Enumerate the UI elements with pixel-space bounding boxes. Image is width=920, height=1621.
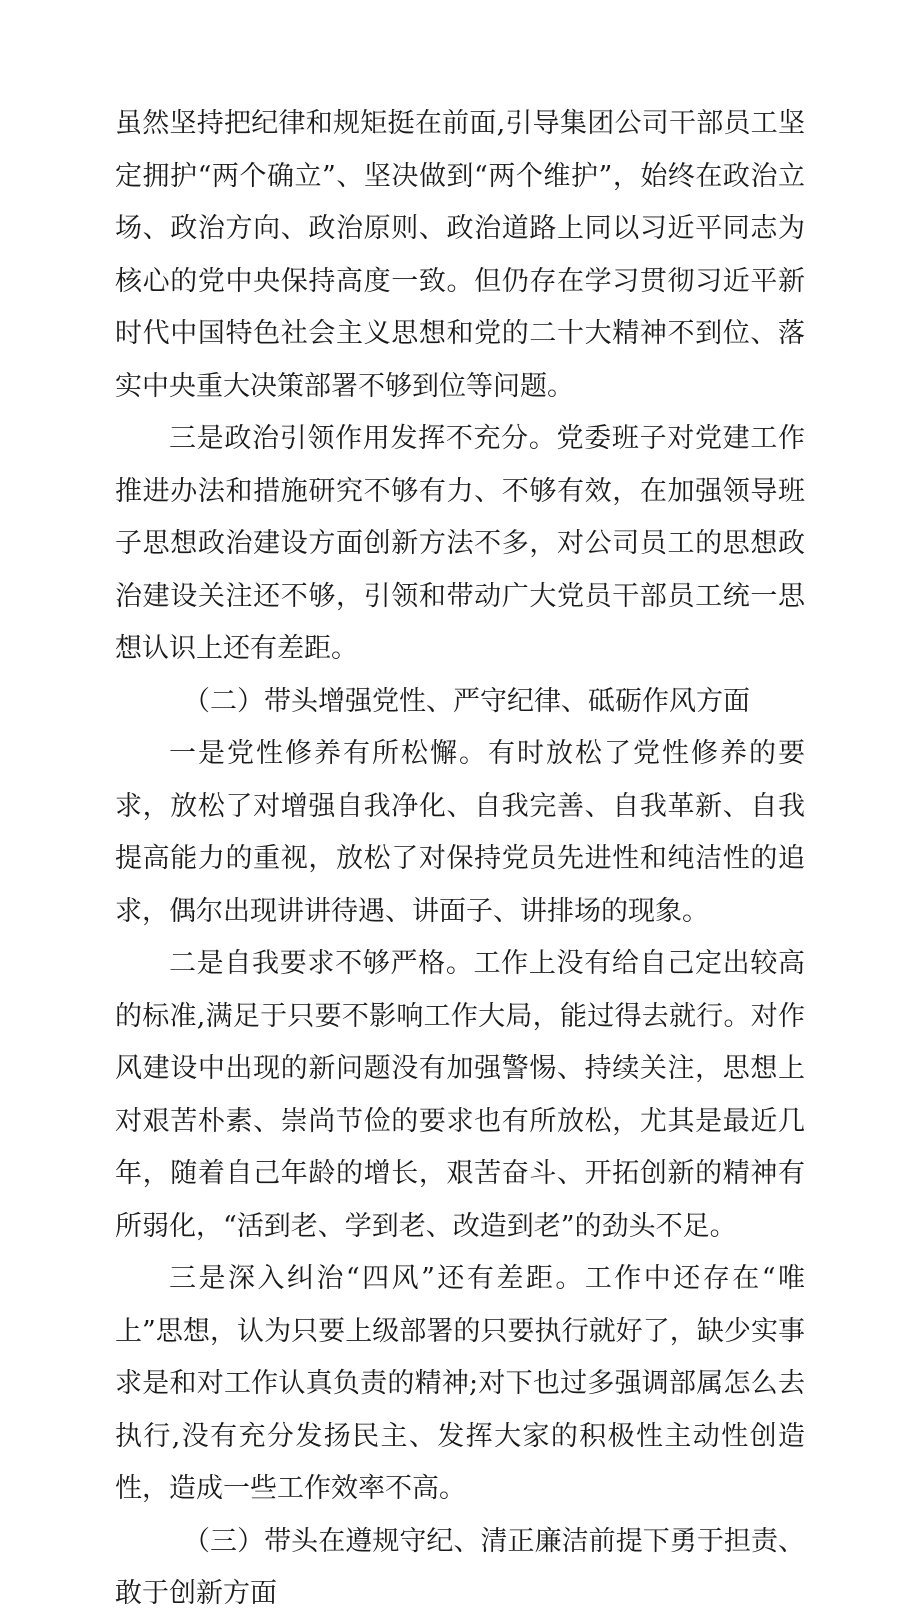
section-heading-three: （三）带头在遵规守纪、清正廉洁前提下勇于担责、敢于创新方面 bbox=[115, 1525, 805, 1609]
paragraph-party-spirit: 一是党性修养有所松懈。有时放松了党性修养的要求，放松了对增强自我净化、自我完善、自我革新、自我提高能力的重视，放松了对保持党员先进性和纯洁性的追求，偶尔出现讲讲待遇、讲面子、讲排场的现象。 bbox=[115, 738, 805, 927]
paragraph-four-styles: 三是深入纠治“四风”还有差距。工作中还存在“唯上”思想，认为只要上级部署的只要执行就好了，缺少实事求是和对工作认真负责的精神;对下也过多强调部属怎么去执行,没有充分发扬民主、发挥大家的积极性主动性创造性，造成一些工作效率不高。 bbox=[115, 1263, 805, 1504]
paragraph-self-discipline: 二是自我要求不够严格。工作上没有给自己定出较高的标准,满足于只要不影响工作大局，能过得去就行。对作风建设中出现的新问题没有加强警惕、持续关注，思想上对艰苦朴素、崇尚节俭的要求也有所放松，尤其是最近几年，随着自己年龄的增长，艰苦奋斗、开拓创新的精神有所弱化，“活到老、学到老、改造到老”的劲头不足。 bbox=[115, 948, 805, 1242]
document-body bbox=[115, 98, 805, 1621]
paragraph-continuation: 虽然坚持把纪律和规矩挺在前面,引导集团公司干部员工坚定拥护“两个确立”、坚决做到“两个维护”，始终在政治立场、政治方向、政治原则、政治道路上同以习近平同志为核心的党中央保持高度一致。但仍存在学习贯彻习近平新时代中国特色社会主义思想和党的二十大精神不到位、落实中央重大决策部署不够到位等问题。 bbox=[115, 108, 805, 402]
paragraph-political-leadership: 三是政治引领作用发挥不充分。党委班子对党建工作推进办法和措施研究不够有力、不够有效，在加强领导班子思想政治建设方面创新方法不多，对公司员工的思想政治建设关注还不够，引领和带动广大党员干部员工统一思想认识上还有差距。 bbox=[115, 423, 805, 664]
section-heading-two: （二）带头增强党性、严守纪律、砥砺作风方面 bbox=[183, 685, 750, 717]
